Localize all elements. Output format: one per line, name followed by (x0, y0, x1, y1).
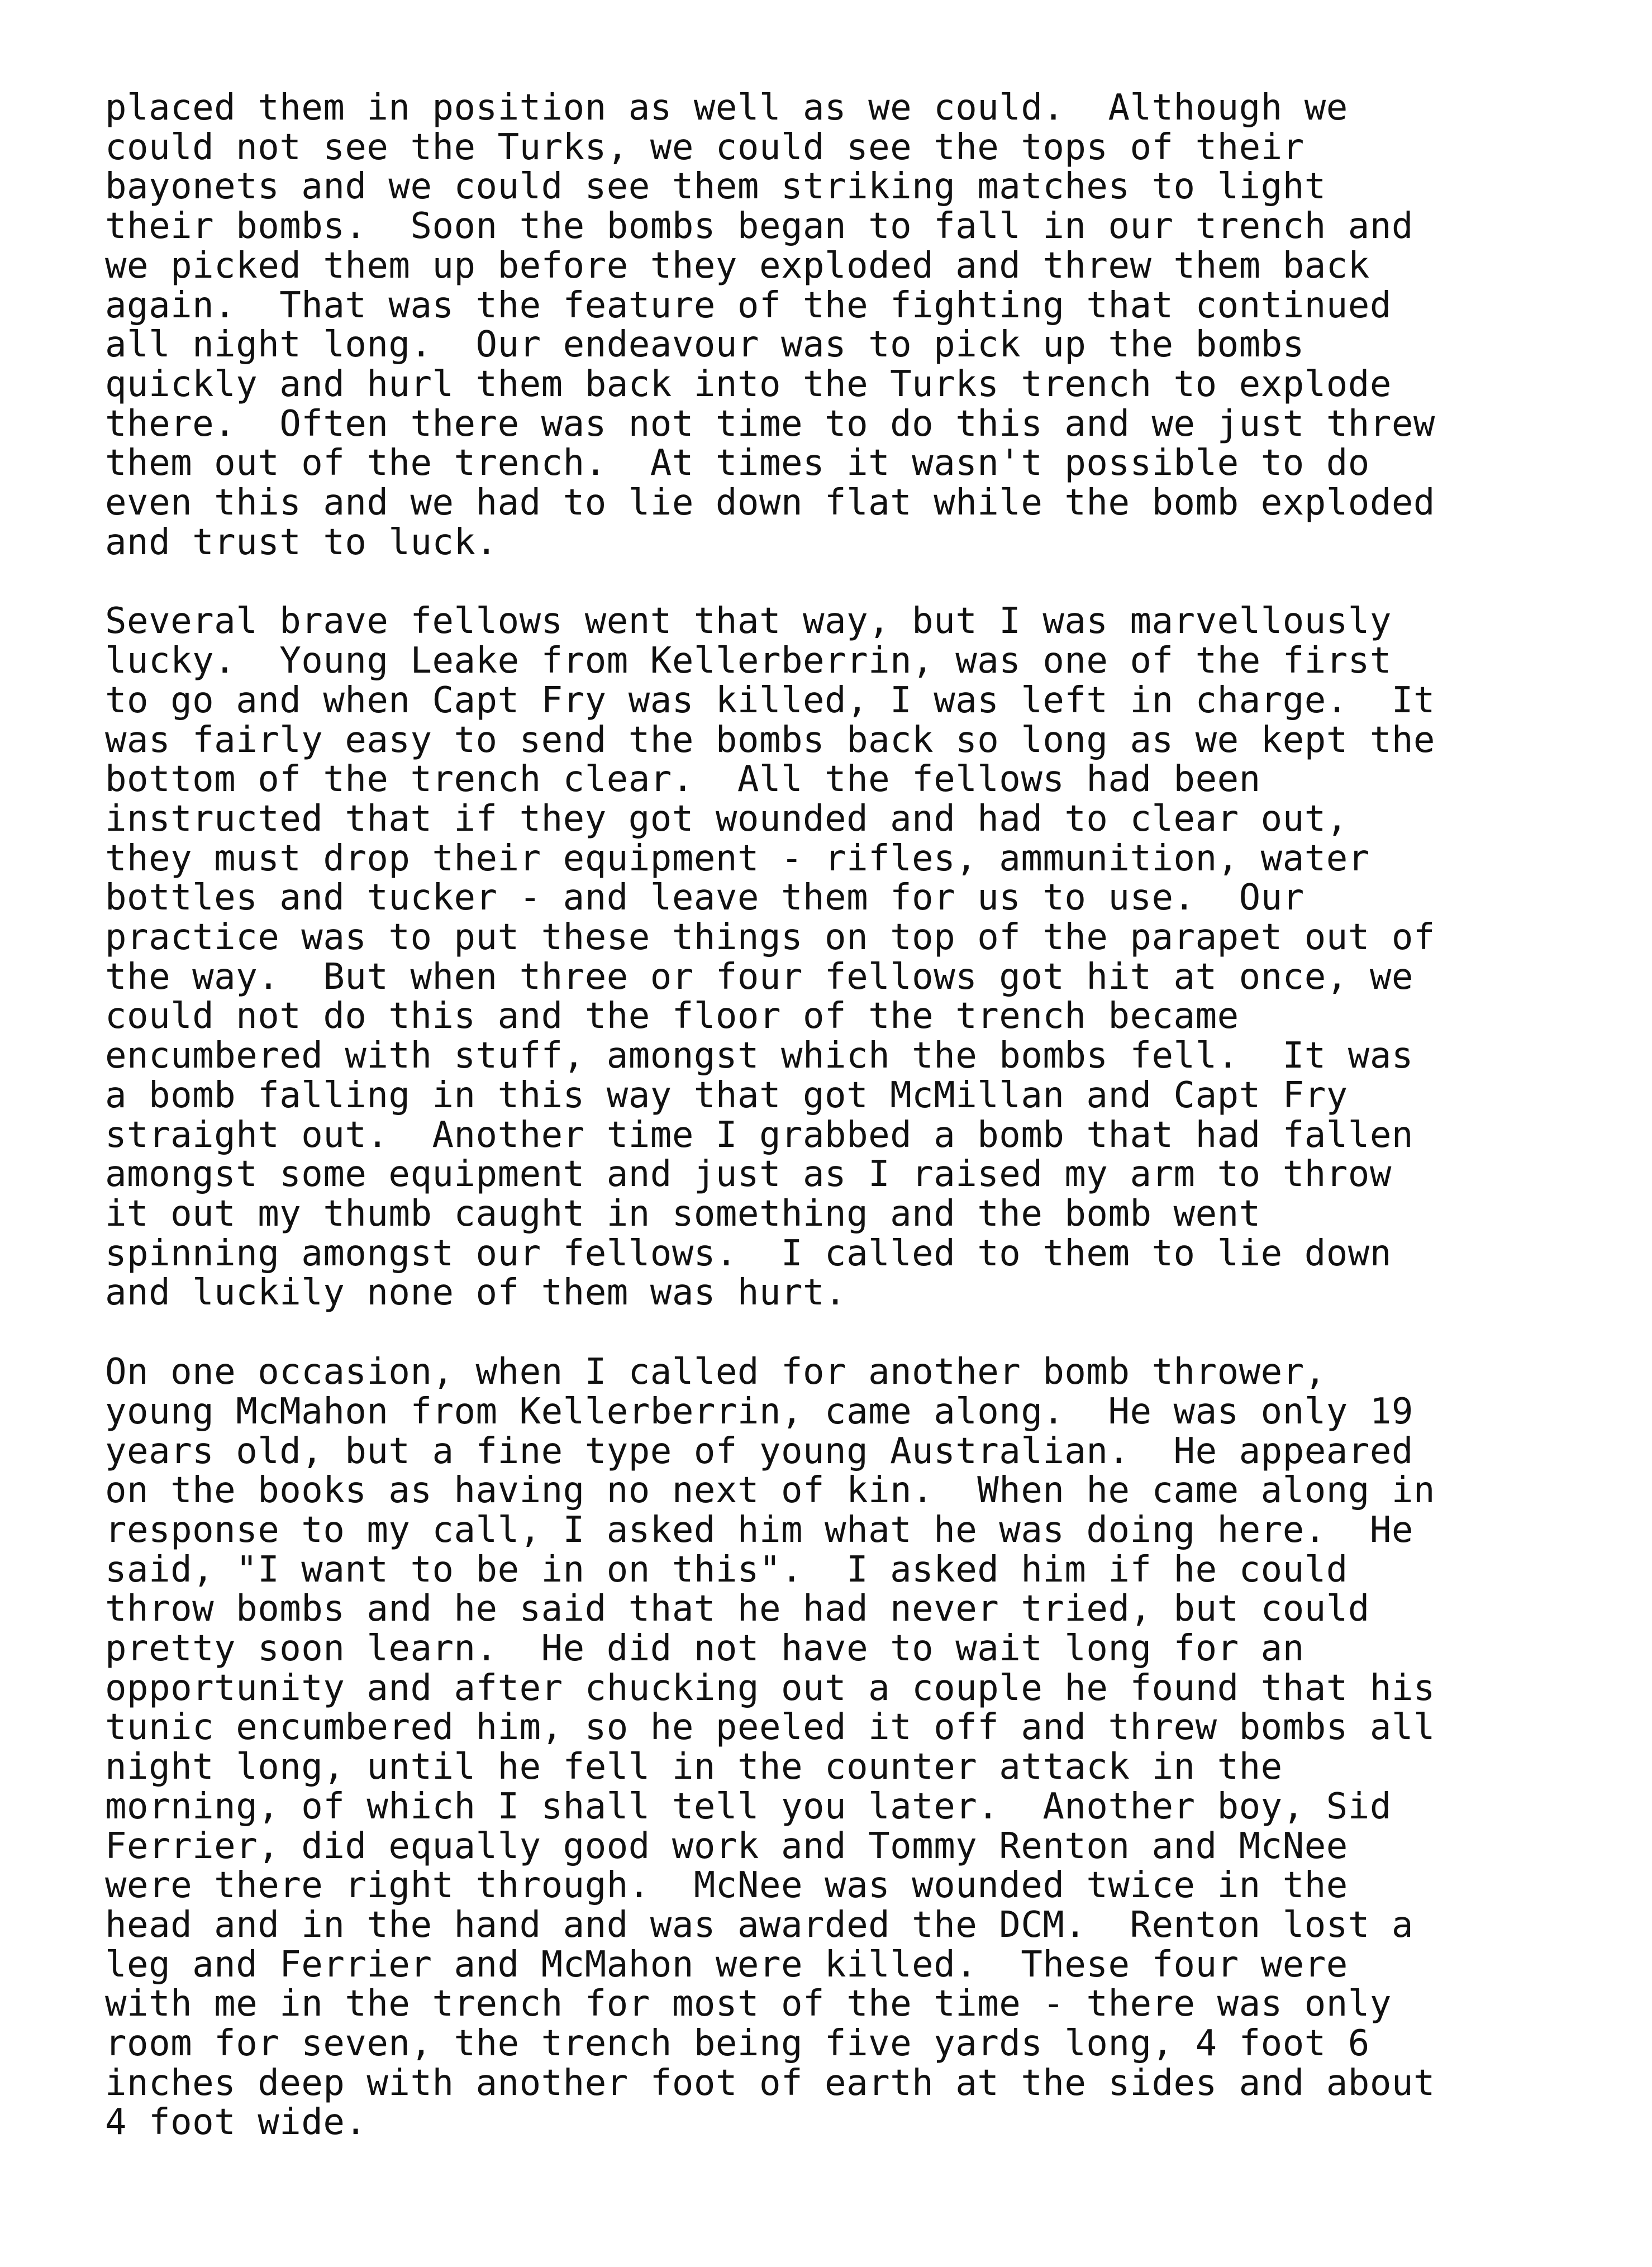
text-line: with me in the trench for most of the time - there was only (105, 1983, 1392, 2025)
text-line: their bombs. Soon the bombs began to fall in our trench and (105, 206, 1413, 247)
text-line: Ferrier, did equally good work and Tommy Renton and McNee (105, 1825, 1348, 1867)
text-line: and trust to luck. (105, 521, 498, 563)
text-line: tunic encumbered him, so he peeled it off and threw bombs all (105, 1707, 1435, 1749)
text-line: bottles and tucker - and leave them for us to use. Our (105, 877, 1305, 919)
text-line: and luckily none of them was hurt. (105, 1272, 847, 1314)
text-line: morning, of which I shall tell you later. Another boy, Sid (105, 1785, 1392, 1827)
text-line: pretty soon learn. He did not have to wait long for an (105, 1628, 1305, 1670)
text-line: years old, but a fine type of young Australian. He appeared (105, 1430, 1413, 1472)
text-line: straight out. Another time I grabbed a bomb that had fallen (105, 1114, 1413, 1156)
text-line: placed them in position as well as we could. Although we (105, 87, 1348, 128)
typewritten-text (105, 88, 1580, 2182)
text-line: was fairly easy to send the bombs back so long as we kept the (105, 719, 1435, 761)
text-line: the way. But when three or four fellows got hit at once, we (105, 956, 1413, 998)
text-line: quickly and hurl them back into the Turks trench to explode (105, 363, 1392, 405)
text-line: bayonets and we could see them striking matches to light (105, 166, 1326, 208)
text-line: throw bombs and he said that he had never tried, but could (105, 1588, 1370, 1630)
text-line: Several brave fellows went that way, but I was marvellously (105, 601, 1392, 642)
text-line: to go and when Capt Fry was killed, I was left in charge. It (105, 679, 1435, 721)
text-line: were there right through. McNee was wounded twice in the (105, 1865, 1348, 1907)
text-line: it out my thumb caught in something and the bomb went (105, 1193, 1261, 1235)
text-line: On one occasion, when I called for another bomb thrower, (105, 1351, 1326, 1393)
paragraph-3 (105, 1352, 1580, 2142)
text-line: there. Often there was not time to do this and we just threw (105, 403, 1435, 445)
text-line: even this and we had to lie down flat while the bomb exploded (105, 482, 1435, 524)
text-line: a bomb falling in this way that got McMillan and Capt Fry (105, 1074, 1348, 1116)
text-line: instructed that if they got wounded and had to clear out, (105, 798, 1348, 840)
text-line: young McMahon from Kellerberrin, came along. He was only 19 (105, 1390, 1413, 1432)
text-line: spinning amongst our fellows. I called to them to lie down (105, 1232, 1392, 1274)
text-line: again. That was the feature of the fighting that continued (105, 284, 1392, 326)
paragraph-1 (105, 88, 1580, 562)
paragraph-2 (105, 602, 1580, 1313)
text-line: them out of the trench. At times it wasn't possible to do (105, 442, 1370, 484)
text-line: leg and Ferrier and McMahon were killed. These four were (105, 1944, 1348, 1985)
text-line: amongst some equipment and just as I raised my arm to throw (105, 1154, 1392, 1196)
text-line: on the books as having no next of kin. When he came along in (105, 1470, 1435, 1512)
text-line: they must drop their equipment - rifles, ammunition, water (105, 837, 1370, 879)
text-line: lucky. Young Leake from Kellerberrin, was one of the first (105, 640, 1392, 682)
text-line: room for seven, the trench being five yards long, 4 foot 6 (105, 2023, 1370, 2065)
text-line: we picked them up before they exploded and threw them back (105, 245, 1370, 287)
text-line: opportunity and after chucking out a couple he found that his (105, 1667, 1435, 1709)
text-line: encumbered with stuff, amongst which the bombs fell. It was (105, 1035, 1413, 1077)
text-line: response to my call, I asked him what he was doing here. He (105, 1509, 1413, 1551)
text-line: 4 foot wide. (105, 2102, 367, 2144)
text-line: could not do this and the floor of the trench became (105, 996, 1239, 1037)
text-line: night long, until he fell in the counter attack in the (105, 1746, 1283, 1788)
text-line: bottom of the trench clear. All the fellows had been (105, 759, 1261, 801)
text-line: all night long. Our endeavour was to pick up the bombs (105, 324, 1305, 366)
text-line: said, "I want to be in on this". I asked him if he could (105, 1549, 1348, 1590)
text-line: head and in the hand and was awarded the DCM. Renton lost a (105, 1904, 1413, 1946)
text-line: could not see the Turks, we could see the tops of their (105, 126, 1305, 168)
text-line: practice was to put these things on top of the parapet out of (105, 917, 1435, 959)
text-line: inches deep with another foot of earth at the sides and about (105, 2062, 1435, 2104)
